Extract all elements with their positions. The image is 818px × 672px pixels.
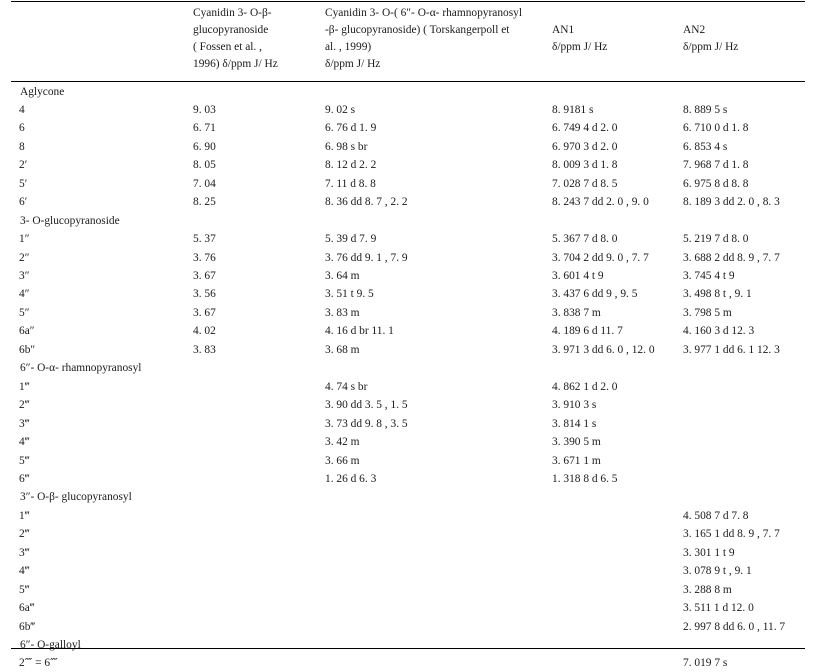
cell-c2: 3. 51 t 9. 5 [325, 288, 374, 301]
table-row [0, 175, 818, 193]
cell-c3: 3. 437 6 dd 9 , 9. 5 [552, 288, 638, 301]
cell-c3: 8. 009 3 d 1. 8 [552, 159, 618, 172]
proton-label: 1″ [19, 233, 30, 246]
proton-label: 4″ [19, 288, 30, 301]
cell-c4: 7. 019 7 s [683, 657, 728, 670]
header-line: ( Fossen et al. , [193, 41, 262, 53]
section-row [0, 636, 818, 654]
proton-label: 3‴ [19, 546, 30, 559]
header-an2 [683, 5, 783, 56]
cell-c4: 3. 977 1 dd 6. 1 12. 3 [683, 343, 780, 356]
table-row [0, 156, 818, 174]
cell-c1: 3. 76 [193, 251, 216, 264]
cell-c4: 8. 889 5 s [683, 103, 728, 116]
cell-c3: 8. 243 7 dd 2. 0 , 9. 0 [552, 196, 649, 209]
header-cyanidin-glucoside [193, 5, 313, 73]
cell-c4: 3. 288 8 m [683, 583, 732, 596]
cell-c3: 3. 704 2 dd 9. 0 , 7. 7 [552, 251, 649, 264]
cell-c3: 7. 028 7 d 8. 5 [552, 177, 618, 190]
proton-label: 6b″ [19, 343, 36, 356]
cell-c4: 6. 853 4 s [683, 140, 728, 153]
cell-c2: 3. 66 m [325, 454, 360, 467]
proton-label: 2‴ [19, 528, 30, 541]
cell-c2: 8. 36 dd 8. 7 , 2. 2 [325, 196, 408, 209]
table-row [0, 322, 818, 340]
cell-c2: 4. 74 s br [325, 380, 368, 393]
cell-c2: 8. 12 d 2. 2 [325, 159, 377, 172]
cell-c3: 3. 390 5 m [552, 436, 601, 449]
table-row [0, 581, 818, 599]
section-row [0, 359, 818, 377]
section-label: 3- O-glucopyranoside [20, 214, 120, 227]
cell-c1: 4. 02 [193, 325, 216, 338]
cell-c2: 3. 64 m [325, 270, 360, 282]
cell-c1: 3. 83 [193, 343, 216, 356]
cell-c4: 3. 798 5 m [683, 306, 732, 319]
proton-label: 6a‴ [19, 602, 35, 615]
cell-c4: 3. 165 1 dd 8. 9 , 7. 7 [683, 528, 780, 541]
proton-label: 6 [19, 122, 25, 135]
cell-c3: 3. 910 3 s [552, 399, 597, 412]
table-row [0, 285, 818, 303]
proton-label: 5′ [19, 177, 28, 190]
table-row [0, 525, 818, 543]
cell-c4: 5. 219 7 d 8. 0 [683, 233, 749, 246]
header-line [683, 5, 783, 22]
cell-c1: 6. 71 [193, 122, 216, 135]
table-row [0, 396, 818, 414]
table-row [0, 193, 818, 211]
cell-c2: 3. 68 m [325, 343, 360, 356]
cell-c3: 6. 970 3 d 2. 0 [552, 140, 618, 153]
cell-c4: 3. 301 1 t 9 [683, 546, 735, 559]
proton-label: 8 [19, 140, 25, 153]
section-row [0, 488, 818, 506]
section-label: 6″- O-α- rhamnopyranosyl [20, 362, 142, 375]
proton-label: 3‴ [19, 417, 30, 430]
cell-c4: 3. 078 9 t , 9. 1 [683, 565, 752, 578]
header-line: Cyanidin 3- O-( 6″- O-α- rhamnopyranosyl [325, 7, 523, 19]
proton-label: 2″ [19, 251, 30, 264]
header-cyanidin-rutinoside [325, 5, 540, 73]
cell-c3: 3. 814 1 s [552, 417, 597, 430]
header-line [552, 5, 652, 22]
table-row [0, 101, 818, 119]
cell-c4: 2. 997 8 dd 6. 0 , 11. 7 [683, 620, 786, 633]
proton-label: 6b‴ [19, 620, 36, 633]
table-row [0, 304, 818, 322]
table-row [0, 433, 818, 451]
cell-c4: 3. 498 8 t , 9. 1 [683, 288, 752, 301]
cell-c3: 3. 601 4 t 9 [552, 270, 604, 282]
proton-label: 3″ [19, 270, 30, 282]
table-row [0, 138, 818, 156]
proton-label: 6‴ [19, 472, 30, 485]
cell-c3: 5. 367 7 d 8. 0 [552, 233, 618, 246]
proton-label: 4 [19, 103, 25, 116]
cell-c2: 3. 42 m [325, 436, 360, 449]
cell-c3: 6. 749 4 d 2. 0 [552, 122, 618, 135]
table-top-rule [11, 1, 805, 2]
header-line: δ/ppm J/ Hz [552, 41, 608, 53]
cell-c2: 9. 02 s [325, 103, 356, 116]
cell-c1: 6. 90 [193, 140, 216, 153]
proton-label: 6′ [19, 196, 28, 209]
proton-label: 6a″ [19, 325, 35, 338]
header-line: 1996) δ/ppm J/ Hz [193, 58, 278, 70]
table-row [0, 249, 818, 267]
proton-label: 1‴ [19, 380, 30, 393]
table-row [0, 341, 818, 359]
table-row [0, 230, 818, 248]
table-row [0, 378, 818, 396]
header-line: glucopyranoside [193, 24, 269, 36]
cell-c1: 5. 37 [193, 233, 216, 246]
cell-c4: 4. 508 7 d 7. 8 [683, 509, 749, 522]
cell-c2: 3. 73 dd 9. 8 , 3. 5 [325, 417, 408, 430]
cell-c2: 4. 16 d br 11. 1 [325, 325, 394, 338]
proton-label: 1‴ [19, 509, 30, 522]
cell-c1: 9. 03 [193, 103, 216, 116]
cell-c3: 4. 862 1 d 2. 0 [552, 380, 618, 393]
cell-c4: 3. 511 1 d 12. 0 [683, 602, 754, 615]
proton-label: 5″ [19, 306, 30, 319]
proton-label: 2′ [19, 159, 28, 172]
table-row [0, 654, 818, 672]
proton-label: 2⁗ = 6⁗ [19, 657, 58, 670]
cell-c3: 1. 318 8 d 6. 5 [552, 472, 618, 485]
header-an1 [552, 5, 652, 56]
cell-c2: 6. 98 s br [325, 140, 368, 153]
table-row [0, 544, 818, 562]
cell-c2: 7. 11 d 8. 8 [325, 177, 376, 190]
proton-label: 4‴ [19, 436, 30, 449]
section-label: Aglycone [20, 85, 65, 98]
proton-label: 4‴ [19, 565, 30, 578]
table-row [0, 415, 818, 433]
cell-c1: 3. 56 [193, 288, 216, 301]
cell-c4: 6. 710 0 d 1. 8 [683, 122, 749, 135]
cell-c4: 7. 968 7 d 1. 8 [683, 159, 749, 172]
cell-c2: 3. 83 m [325, 306, 360, 319]
section-label: 3″- O-β- glucopyranosyl [20, 491, 132, 504]
cell-c1: 3. 67 [193, 306, 216, 319]
cell-c2: 1. 26 d 6. 3 [325, 472, 377, 485]
proton-label: 5‴ [19, 583, 30, 596]
header-line: -β- glucopyranoside) ( Torskangerpoll et [325, 24, 510, 36]
cell-c1: 3. 67 [193, 270, 216, 282]
cell-c1: 7. 04 [193, 177, 216, 190]
section-row [0, 212, 818, 230]
cell-c4: 6. 975 8 d 8. 8 [683, 177, 749, 190]
cell-c3: 8. 9181 s [552, 103, 594, 116]
table-row [0, 119, 818, 137]
header-line: δ/ppm J/ Hz [325, 58, 381, 70]
header-line: AN2 [683, 24, 706, 36]
cell-c2: 3. 90 dd 3. 5 , 1. 5 [325, 399, 408, 412]
section-row [0, 83, 818, 101]
cell-c4: 3. 745 4 t 9 [683, 270, 735, 282]
section-label: 6″- O-galloyl [20, 639, 81, 651]
header-line: Cyanidin 3- O-β- [193, 7, 272, 19]
table-row [0, 599, 818, 617]
cell-c4: 3. 688 2 dd 8. 9 , 7. 7 [683, 251, 780, 264]
table-row [0, 267, 818, 285]
table-row [0, 452, 818, 470]
table-row [0, 562, 818, 580]
cell-c3: 3. 671 1 m [552, 454, 601, 467]
cell-c4: 8. 189 3 dd 2. 0 , 8. 3 [683, 196, 780, 209]
header-line: AN1 [552, 24, 575, 36]
proton-label: 2‴ [19, 399, 30, 412]
cell-c2: 3. 76 dd 9. 1 , 7. 9 [325, 251, 408, 264]
table-row [0, 618, 818, 636]
table-row [0, 507, 818, 525]
cell-c3: 3. 971 3 dd 6. 0 , 12. 0 [552, 343, 655, 356]
cell-c1: 8. 05 [193, 159, 216, 172]
header-line: al. , 1999) [325, 41, 372, 53]
table-row [0, 470, 818, 488]
cell-c3: 3. 838 7 m [552, 306, 601, 319]
cell-c1: 8. 25 [193, 196, 216, 209]
cell-c3: 4. 189 6 d 11. 7 [552, 325, 623, 338]
cell-c2: 6. 76 d 1. 9 [325, 122, 377, 135]
cell-c2: 5. 39 d 7. 9 [325, 233, 377, 246]
cell-c4: 4. 160 3 d 12. 3 [683, 325, 755, 338]
header-line: δ/ppm J/ Hz [683, 41, 739, 53]
proton-label: 5‴ [19, 454, 30, 467]
